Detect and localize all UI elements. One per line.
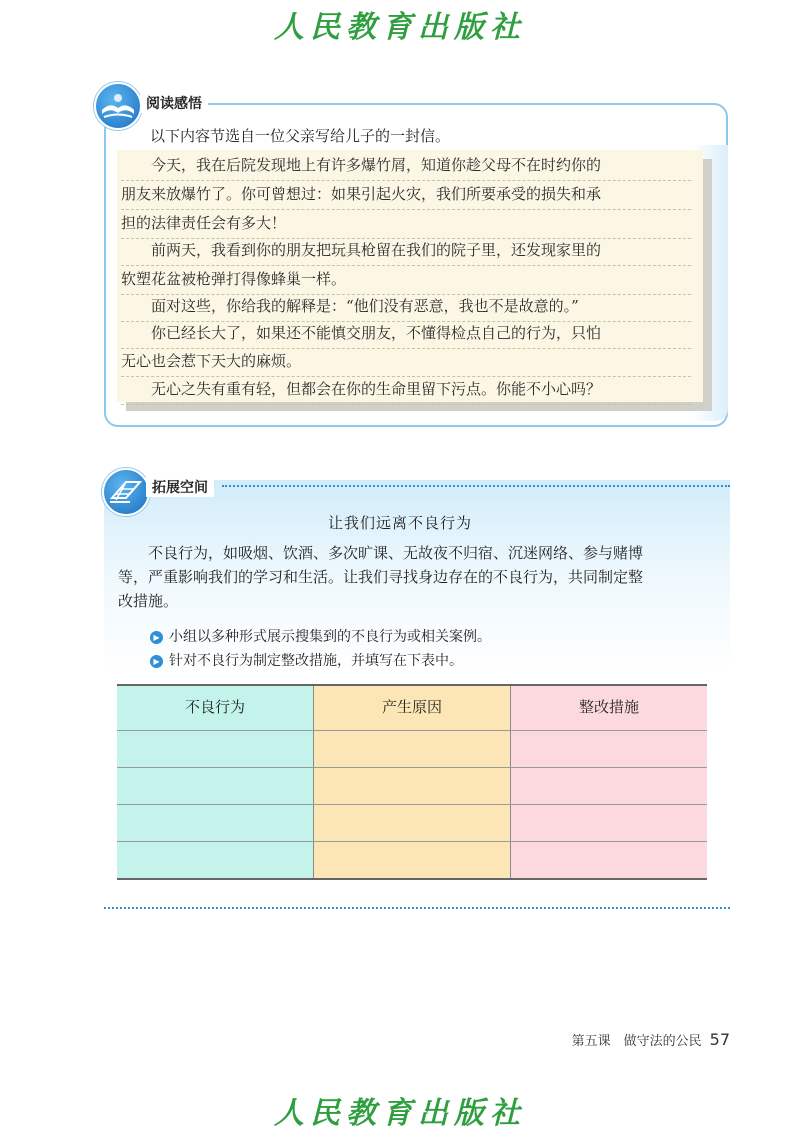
reading-section-title: 阅读感悟: [140, 93, 208, 113]
extension-divider-bottom: [104, 907, 730, 909]
table-blank-cell[interactable]: [314, 842, 510, 879]
task-bullet-text: 针对不良行为制定整改措施，并填写在下表中。: [169, 653, 463, 669]
letter-line: 前两天，我看到你的朋友把玩具枪留在我们的院子里，还发现家里的: [121, 235, 691, 266]
task-bullet-text: 小组以多种形式展示搜集到的不良行为或相关案例。: [169, 629, 491, 645]
table-border-top: [117, 684, 707, 686]
extension-heading: 让我们远离不良行为: [327, 514, 472, 532]
letter-line: 软塑花盆被枪弹打得像蜂巢一样。: [121, 264, 691, 295]
reading-section-icon: [94, 82, 142, 130]
publisher-watermark-top: 人民教育出版社: [274, 10, 526, 45]
extension-divider-top: [222, 485, 730, 487]
table-blank-cell[interactable]: [314, 768, 510, 805]
bullet-arrow-icon: ▶: [150, 631, 163, 644]
task-bullet: [150, 650, 463, 670]
extension-paragraph-line: 不良行为，如吸烟、饮酒、多次旷课、无故夜不归宿、沉迷网络、参与赌博: [118, 544, 644, 562]
letter-line: 无心之失有重有轻，但都会在你的生命里留下污点。你能不小心吗？: [121, 374, 691, 405]
extension-section-icon: [102, 468, 150, 516]
table-blank-cell[interactable]: [314, 805, 510, 842]
reading-intro: 以下内容节选自一位父亲写给儿子的一封信。: [150, 127, 451, 145]
extension-section-title: 拓展空间: [146, 477, 214, 497]
table-blank-cell[interactable]: [511, 768, 707, 805]
table-blank-cell[interactable]: [511, 805, 707, 842]
page-number: 57: [709, 1030, 730, 1049]
letter-line: 无心也会惹下天大的麻烦。: [121, 346, 691, 377]
table-blank-cell[interactable]: [117, 768, 313, 805]
publisher-watermark-bottom: 人民教育出版社: [274, 1096, 526, 1131]
table-blank-cell[interactable]: [511, 842, 707, 879]
table-blank-cell[interactable]: [117, 805, 313, 842]
table-header-cell: 不良行为: [184, 698, 245, 716]
measures-table: [117, 684, 707, 880]
table-blank-cell[interactable]: [511, 731, 707, 768]
extension-paragraph-line: 改措施。: [118, 592, 179, 610]
lesson-title: 第五课 做守法的公民: [571, 1034, 702, 1049]
table-blank-cell[interactable]: [117, 731, 313, 768]
letter-line: 你已经长大了，如果还不能慎交朋友，不懂得检点自己的行为，只怕: [121, 318, 691, 349]
table-blank-cell[interactable]: [117, 842, 313, 879]
letter-excerpt: [117, 150, 703, 402]
table-blank-cell[interactable]: [314, 731, 510, 768]
letter-line: 朋友来放爆竹了。你可曾想过：如果引起火灾，我们所要承受的损失和承: [121, 179, 691, 210]
extension-paragraph-line: 等，严重影响我们的学习和生活。让我们寻找身边存在的不良行为，共同制定整: [118, 568, 644, 586]
letter-line: 担的法律责任会有多大！: [121, 208, 691, 239]
bullet-arrow-icon: ▶: [150, 655, 163, 668]
table-header-cell: 产生原因: [381, 698, 442, 716]
table-header-cell: 整改措施: [578, 698, 639, 716]
letter-line: 面对这些，你给我的解释是：“他们没有恶意，我也不是故意的。”: [121, 291, 691, 322]
page-footer: [572, 1030, 730, 1049]
task-bullet: [150, 626, 491, 646]
letter-line: 今天，我在后院发现地上有许多爆竹屑，知道你趁父母不在时约你的: [121, 150, 691, 181]
